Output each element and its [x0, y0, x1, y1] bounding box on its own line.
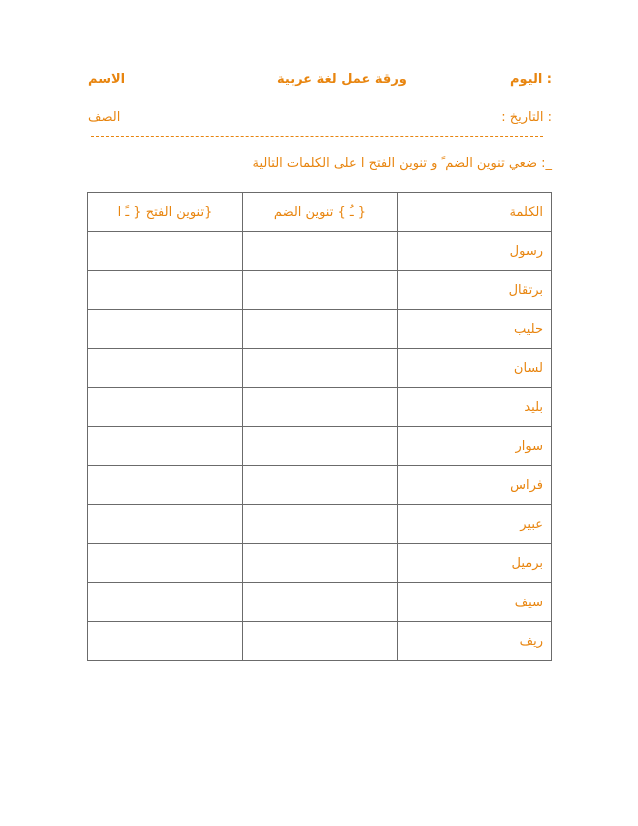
- word-cell: ريف: [398, 622, 552, 661]
- answer-cell-damm[interactable]: [243, 427, 398, 466]
- table-row: [88, 622, 552, 661]
- table-row: [88, 271, 552, 310]
- table-row: [88, 583, 552, 622]
- table-row: [88, 310, 552, 349]
- worksheet-title: ورقة عمل لغة عربية: [277, 72, 407, 87]
- table-row: [88, 466, 552, 505]
- word-cell: لسان: [398, 349, 552, 388]
- answer-cell-damm[interactable]: [243, 349, 398, 388]
- table-row: [88, 349, 552, 388]
- date-label: : التاريخ :: [501, 110, 552, 125]
- table-row: [88, 544, 552, 583]
- header-tanween-damm: { ـُ } تنوين الضم: [243, 193, 398, 232]
- name-label: الاسم: [88, 72, 126, 87]
- answer-cell-fath[interactable]: [88, 466, 243, 505]
- answer-cell-damm[interactable]: [243, 622, 398, 661]
- answer-cell-fath[interactable]: [88, 427, 243, 466]
- answer-cell-fath[interactable]: [88, 622, 243, 661]
- instruction-text: _: ضعي تنوين الضم ً و تنوين الفتح ا على الكلمات التالية: [252, 156, 552, 171]
- answer-cell-damm[interactable]: [243, 310, 398, 349]
- answer-cell-fath[interactable]: [88, 349, 243, 388]
- word-cell: بليد: [398, 388, 552, 427]
- word-cell: برتقال: [398, 271, 552, 310]
- answer-cell-fath[interactable]: [88, 310, 243, 349]
- word-cell: عبير: [398, 505, 552, 544]
- day-label: : اليوم: [509, 72, 552, 87]
- dashed-separator: [91, 136, 543, 137]
- answer-cell-damm[interactable]: [243, 232, 398, 271]
- table-row: [88, 427, 552, 466]
- tanween-table: [87, 192, 552, 661]
- word-cell: برميل: [398, 544, 552, 583]
- word-cell: سيف: [398, 583, 552, 622]
- word-cell: فراس: [398, 466, 552, 505]
- word-cell: رسول: [398, 232, 552, 271]
- class-label: الصف: [88, 110, 121, 125]
- answer-cell-damm[interactable]: [243, 466, 398, 505]
- table-row: [88, 232, 552, 271]
- table-row: [88, 388, 552, 427]
- answer-cell-damm[interactable]: [243, 583, 398, 622]
- header-tanween-fath: {تنوين الفتح { ـً ا: [88, 193, 243, 232]
- answer-cell-fath[interactable]: [88, 505, 243, 544]
- answer-cell-damm[interactable]: [243, 388, 398, 427]
- word-cell: حليب: [398, 310, 552, 349]
- word-cell: سوار: [398, 427, 552, 466]
- answer-cell-damm[interactable]: [243, 505, 398, 544]
- header-word: الكلمة: [398, 193, 552, 232]
- answer-cell-damm[interactable]: [243, 544, 398, 583]
- table-row: [88, 505, 552, 544]
- answer-cell-fath[interactable]: [88, 583, 243, 622]
- answer-cell-fath[interactable]: [88, 232, 243, 271]
- answer-cell-fath[interactable]: [88, 388, 243, 427]
- answer-cell-fath[interactable]: [88, 544, 243, 583]
- table-header-row: [88, 193, 552, 232]
- answer-cell-fath[interactable]: [88, 271, 243, 310]
- answer-cell-damm[interactable]: [243, 271, 398, 310]
